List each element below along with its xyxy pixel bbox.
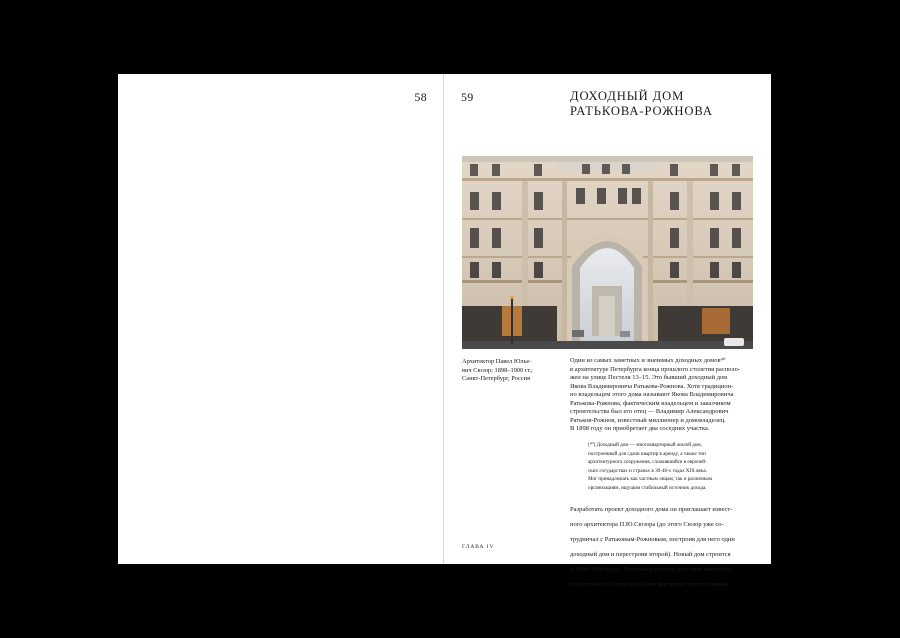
body-text-continued	[570, 499, 753, 596]
footnote-line: ских государствах и странах в 30-40-х годах XIX века.	[588, 467, 707, 474]
photo-caption	[462, 358, 550, 384]
body-line: Ратьков-Рожнов, известный миллионер и домовладелец.	[570, 416, 726, 424]
chapter-label: ГЛАВА IV	[462, 544, 495, 550]
body-line: шую глубину, Сюзор для более выгодного использования	[570, 580, 729, 588]
body-line: в 1898–1900 годах. Поскольку один из участков имел боль-	[570, 565, 734, 573]
page-title	[570, 89, 765, 119]
title-line-2: РАТЬКОВА-РОЖНОВА	[570, 104, 713, 118]
footnote-line: Мог принадлежать как частным лицам, так и различным	[588, 476, 712, 482]
caption-line: Архитектор Павел Юлье-	[462, 358, 532, 365]
footnote	[588, 441, 753, 492]
body-line: Один из самых заметных и значимых доходных домов⁴⁰	[570, 357, 726, 364]
footnote-line: организациям, ищущим стабильный источник дохода.	[588, 484, 707, 491]
body-line: Якова Владимировича Ратькова-Рожнова. Хотя традицион-	[570, 382, 734, 390]
building-photo	[462, 156, 753, 349]
right-page	[444, 74, 771, 588]
body-line: жен на улице Пестеля 13–15. Это бывший доходный дом	[570, 374, 728, 382]
footnote-line: архитектурного сооружения, сложившийся в европей-	[588, 459, 707, 465]
body-line: Разработать проект доходного дома он приглашает извест-	[570, 505, 733, 513]
body-line: в архитектуре Петербурга конца прошлого столетия располо-	[570, 365, 740, 373]
body-text	[570, 357, 753, 434]
body-line: Ратькова-Рожнова, фактическим владельцем и заказчиком	[570, 399, 731, 407]
body-line: ного архитектора П.Ю.Сюзора (до этого Сюзор уже со-	[570, 520, 724, 528]
footnote-line: построенный для сдачи квартир в аренду, а также тип	[588, 450, 706, 457]
title-line-1: ДОХОДНЫЙ ДОМ	[570, 89, 685, 103]
building-illustration	[462, 156, 753, 349]
body-line: В 1898 году он приобретает два соседних участка.	[570, 425, 710, 433]
body-line: но владельцем этого дома называют Якова Владимировича	[570, 391, 734, 399]
body-line: трудничал с Ратьковым-Рожновым, построив для него один	[570, 535, 735, 543]
book-spread	[118, 74, 771, 588]
left-page	[118, 74, 443, 564]
page-number-right: 59	[461, 90, 474, 104]
body-line: доходный дом и перестроив второй). Новый дом строится	[570, 550, 731, 558]
body-line: строительства был его отец — Владимир Александрович	[570, 408, 729, 416]
caption-line: Санкт-Петербург, Россия	[462, 375, 531, 383]
footnote-line: (⁴⁰) Доходный дом — многоквартирный жилой дом,	[588, 442, 702, 448]
page-number-left: 58	[414, 90, 427, 104]
caption-line: вич Сюзор; 1898–1900 гг.;	[462, 366, 533, 374]
